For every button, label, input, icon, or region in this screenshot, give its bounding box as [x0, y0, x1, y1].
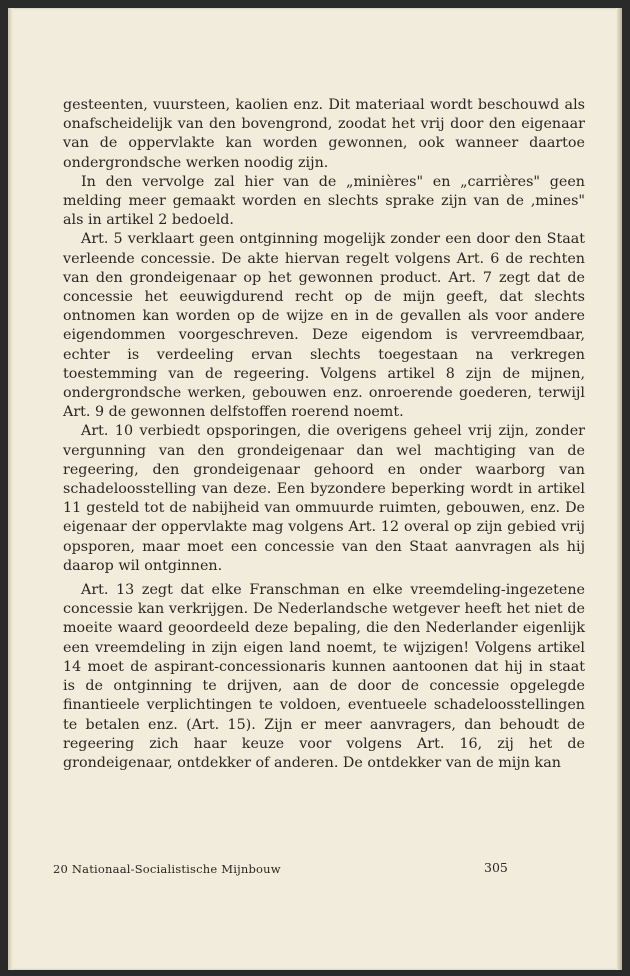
document-page	[8, 8, 622, 970]
body-text	[63, 96, 585, 773]
page-edge-right	[616, 8, 622, 970]
page-edge-left	[8, 8, 13, 970]
page-number: 305	[484, 860, 508, 875]
paragraph-1: gesteenten, vuursteen, kaolien enz. Dit materiaal wordt beschouwd als onafscheidelijk van den bovengrond, zoodat het vrij door den eigenaar van de oppervlakte kan worden gewonnen, ook wanneer daartoe ondergrondsche werken noodig zijn.	[63, 97, 585, 171]
paragraph-3: Art. 5 verklaart geen ontginning mogelijk zonder een door den Staat verleende concessie. De akte hiervan regelt volgens Art. 6 de rechten van den grondeigenaar op het gewonnen product. Art. 7 zegt dat de concessie het eeuwigdurend recht op de mijn geeft, dat slechts ontnomen kan worden op de wijze en in de gevallen als voor andere eigendommen voorgeschreven. Deze eigendom is vervreemdbaar, echter is verdeeling ervan slechts toegestaan na verkregen toestemming van de regeering. Volgens artikel 8 zijn de mijnen, ondergrondsche werken, gebouwen enz. onroerende goederen, terwijl Art. 9 de gewonnen delfstoffen roerend noemt.	[63, 231, 585, 421]
paragraph-4: Art. 10 verbiedt opsporingen, die overigens geheel vrij zijn, zonder vergunning van den grondeigenaar dan wel machtiging van de regeering, den grondeigenaar gehoord en onder waarborg van schadeloosstelling van deze. Een byzondere beperking wordt in artikel 11 gesteld tot de nabijheid van ommuurde ruimten, gebouwen, enz. De eigenaar der oppervlakte mag volgens Art. 12 overal op zijn gebied vrij opsporen, maar moet een concessie van den Staat aanvragen als hij daarop wil ontginnen.	[63, 423, 585, 574]
paragraph-2: In den vervolge zal hier van de „minières" en „carrières" geen melding meer gemaakt worden en slechts sprake zijn van de ‚mines" als in artikel 2 bedoeld.	[63, 173, 585, 229]
footer-signature: 20 Nationaal-Socialistische Mijnbouw	[53, 862, 281, 876]
paragraph-5: Art. 13 zegt dat elke Franschman en elke vreemdeling-ingezetene concessie kan verkrijgen. De Nederlandsche wetgever heeft het niet de moeite waard geoordeeld deze bepaling, die den Nederlander eigenlijk een vreemdeling in zijn eigen land noemt, te wijzigen! Volgens artikel 14 moet de aspirant-concessionaris kunnen aantoonen dat hij in staat is de ontginning te drijven, aan de door de concessie opgelegde finantieele verplichtingen te voldoen, eventueele schadeloosstellingen te betalen enz. (Art. 15). Zijn er meer aanvragers, dan behoudt de regeering zich haar keuze voor volgens Art. 16, zij het de grondeigenaar, ontdekker of anderen. De ontdekker van de mijn kan	[63, 582, 585, 771]
